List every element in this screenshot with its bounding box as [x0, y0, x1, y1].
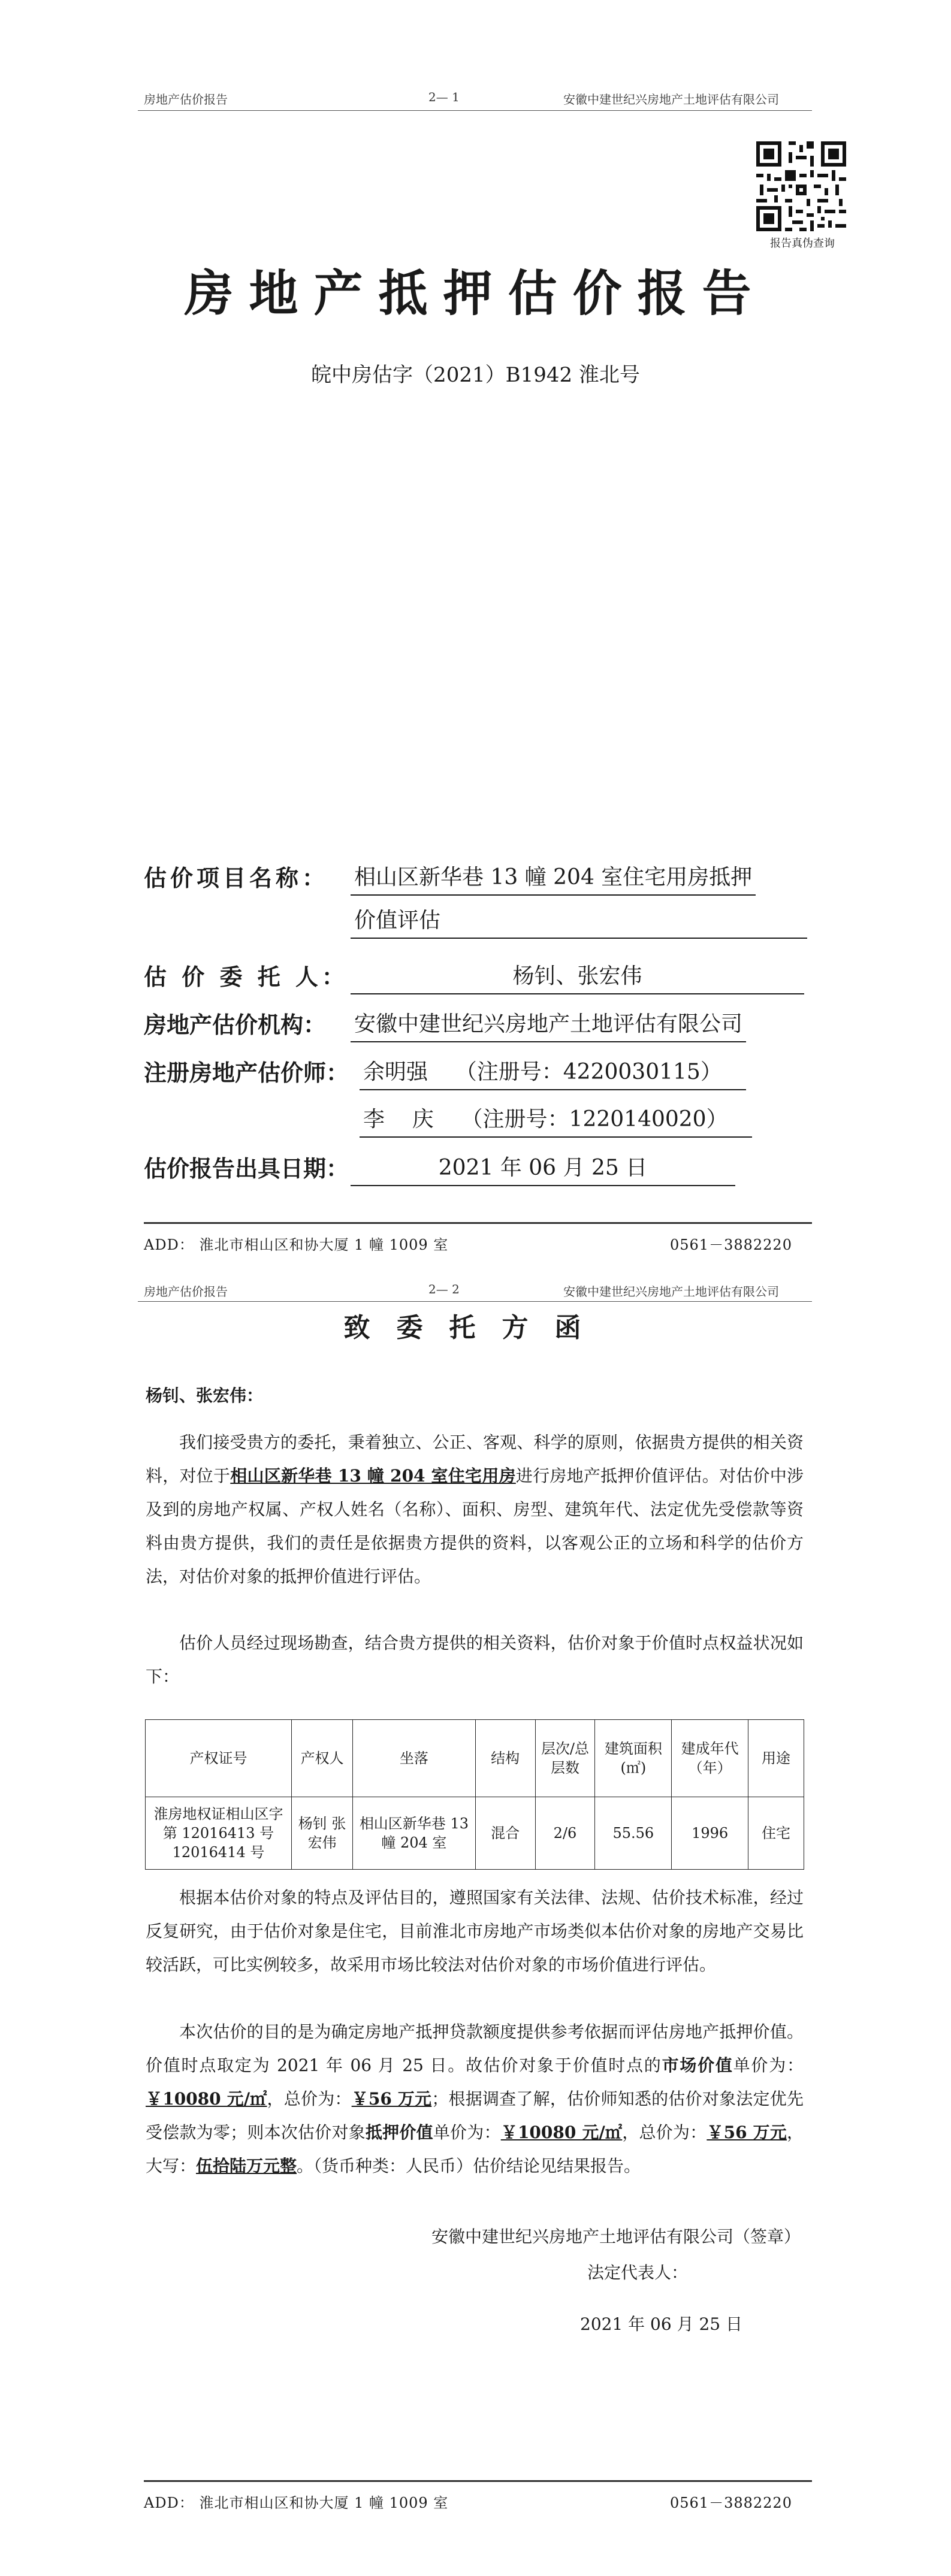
p4-market-total-price: ￥56 万元 — [351, 2089, 432, 2109]
p4-text-a: 本次估价的目的是为确定房地产抵押贷款额度提供参考依据而评估房地产抵押价值。价值时点取定为 2021 年 06 月 25 日。故估价对象于价值时点的 — [146, 2022, 804, 2075]
page2-header-right: 安徽中建世纪兴房地产土地评估有限公司 — [563, 1284, 779, 1299]
property-table — [145, 1719, 804, 1870]
client-label: 估 价 委 托 人： — [144, 963, 348, 990]
p4-market-value-term: 市场价值 — [662, 2055, 733, 2075]
page2-header-rule — [138, 1301, 812, 1302]
project-name-line2: 价值评估 — [351, 903, 807, 939]
letter-paragraph-2 — [146, 1626, 804, 1694]
letter-paragraph-3 — [146, 1881, 804, 1982]
p4-mortgage-unit-price: ￥10080 元/㎡ — [500, 2123, 623, 2142]
appraiser-label: 注册房地产估价师： — [144, 1059, 349, 1086]
p3-text: 根据本估价对象的特点及评估目的，遵照国家有关法律、法规、估价技术标准，经过反复研究，由于估价对象是住宅，目前淮北市房地产市场类似本估价对象的房地产交易比较活跃，可比实例较多，故采用市场比较法对估价对象的市场价值进行评估。 — [146, 1888, 804, 1975]
p4-text-i: 单价为： — [433, 2123, 501, 2142]
p4-text-c: 单价为： — [733, 2055, 804, 2075]
letter-paragraph-4 — [146, 2015, 804, 2183]
project-name-label: 估价项目名称： — [144, 864, 329, 891]
page1-header-rule — [138, 110, 812, 111]
qr-code-icon — [756, 141, 846, 231]
signature-company: 安徽中建世纪兴房地产土地评估有限公司（签章） — [431, 2227, 801, 2247]
client-value: 杨钊、张宏伟 — [351, 959, 804, 994]
table-cell-area: 55.56 — [595, 1797, 672, 1870]
letter-paragraph-1 — [146, 1426, 804, 1594]
table-header-row — [146, 1720, 804, 1797]
report-title: 房地产抵押估价报告 — [184, 265, 767, 322]
page1-header-left: 房地产估价报告 — [144, 92, 228, 107]
report-date-value: 2021 年 06 月 25 日 — [351, 1151, 735, 1186]
letter-salutation: 杨钊、张宏伟： — [146, 1386, 264, 1405]
appraiser-1: 余明强 （注册号：4220030115） — [360, 1055, 746, 1090]
table-header-cell: 建成年代（年） — [672, 1720, 748, 1797]
table-cell-use: 住宅 — [748, 1797, 804, 1870]
page2-page-number: 2— 2 — [428, 1282, 460, 1296]
p4-text-e: ，总价为： — [267, 2089, 352, 2109]
table-header-cell: 坐落 — [353, 1720, 475, 1797]
agency-value: 安徽中建世纪兴房地产土地评估有限公司 — [351, 1007, 746, 1042]
page2-footer-address: ADD： 淮北市相山区和协大厦 1 幢 1009 室 — [144, 2495, 449, 2511]
qr-caption: 报告真伪查询 — [770, 237, 835, 250]
appraiser-2: 李 庆 （注册号：1220140020） — [360, 1102, 752, 1138]
table-header-cell: 产权人 — [291, 1720, 352, 1797]
table-cell-structure: 混合 — [475, 1797, 535, 1870]
table-cell-location: 相山区新华巷 13 幢 204 室 — [353, 1797, 475, 1870]
letter-title: 致委托方函 — [343, 1313, 608, 1343]
signature-legal-rep: 法定代表人： — [587, 2263, 689, 2282]
table-cell-cert-no: 淮房地权证相山区字第 12016413 号 12016414 号 — [146, 1797, 292, 1870]
p2-text: 估价人员经过现场勘查，结合贵方提供的相关资料，估价对象于价值时点权益状况如下： — [146, 1633, 804, 1686]
report-code: 皖中房估字（2021）B1942 淮北号 — [311, 363, 640, 387]
p1-text-c: 进行房地产抵押价值评估。对估价中涉及到的房地产权属、产权人姓名（名称）、面积、房型、建筑年代、法定优先受偿款等资料由贵方提供，我们的责任是依据贵方提供的资料，以客观公正的立场和科学的估价方法，对估价对象的抵押价值进行评估。 — [146, 1466, 804, 1586]
p1-property-location: 相山区新华巷 13 幢 204 室住宅用房 — [230, 1466, 516, 1486]
p1-text-a: 我们接受贵方的委托，秉着独立、公正、客观、科学的原则，依据贵方提供的相关资料，对位于 — [146, 1432, 804, 1486]
page1-page-number: 2— 1 — [428, 90, 460, 104]
agency-label: 房地产估价机构： — [144, 1011, 327, 1038]
p4-text-k: ，总价为： — [622, 2123, 707, 2142]
p4-market-unit-price: ￥10080 元/㎡ — [146, 2089, 267, 2109]
page1-footer-address: ADD： 淮北市相山区和协大厦 1 幢 1009 室 — [144, 1236, 449, 1253]
page1-header-right: 安徽中建世纪兴房地产土地评估有限公司 — [563, 92, 779, 107]
table-cell-owner: 杨钊 张宏伟 — [291, 1797, 352, 1870]
page2-footer-phone: 0561－3882220 — [670, 2495, 792, 2511]
page1-footer-rule — [144, 1222, 812, 1224]
project-name-line1: 相山区新华巷 13 幢 204 室住宅用房抵押 — [351, 860, 756, 896]
p4-text-o: 。（货币种类：人民币）估价结论见结果报告。 — [297, 2156, 641, 2176]
table-header-cell: 结构 — [475, 1720, 535, 1797]
table-header-cell: 建筑面积(㎡) — [595, 1720, 672, 1797]
report-date-label: 估价报告出具日期： — [144, 1155, 349, 1182]
page1-footer-phone: 0561－3882220 — [670, 1236, 792, 1253]
p4-mortgage-value-term: 抵押价值 — [365, 2123, 433, 2142]
page2-footer-rule — [144, 2480, 812, 2482]
table-cell-floor: 2/6 — [535, 1797, 595, 1870]
table-header-cell: 用途 — [748, 1720, 804, 1797]
p4-mortgage-total-price: ￥56 万元 — [707, 2123, 787, 2142]
page2-header-left: 房地产估价报告 — [144, 1284, 228, 1299]
p4-amount-in-words: 伍拾陆万元整 — [196, 2156, 297, 2176]
table-row — [146, 1797, 804, 1870]
p4-text-m: ，大写： — [146, 2123, 804, 2176]
table-header-cell: 产权证号 — [146, 1720, 292, 1797]
p4-text-g: ；根据调查了解，估价师知悉的估价对象法定优先受偿款为零；则本次估价对象 — [146, 2089, 804, 2142]
table-header-cell: 层次/总层数 — [535, 1720, 595, 1797]
signature-date: 2021 年 06 月 25 日 — [580, 2314, 743, 2334]
table-cell-year: 1996 — [672, 1797, 748, 1870]
